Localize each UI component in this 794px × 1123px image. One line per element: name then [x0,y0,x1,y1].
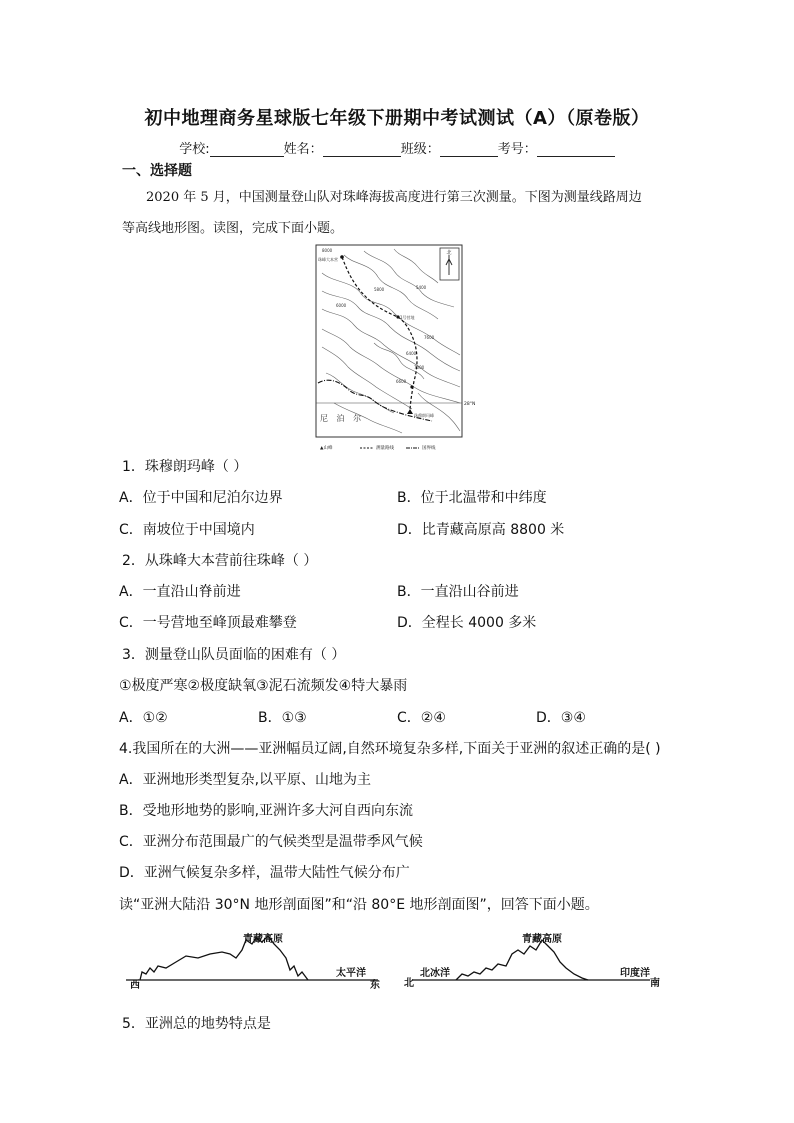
contour-map [314,243,476,455]
question-5: 5．亚洲总的地势特点是 [122,1016,271,1032]
question-3: 3．测量登山队员面临的困难有（ ） [122,647,346,663]
map-label-camp1: 1号营地 [400,315,415,320]
read-passage: 读“亚洲大陆沿 30°N 地形剖面图”和“沿 80°E 地形剖面图”，回答下面小题。 [119,897,599,913]
q1-option-b[interactable]: B．位于北温带和中纬度 [397,490,547,506]
profile-30n [126,928,388,992]
name-label: 姓名： [283,142,323,157]
map-label-5800: 5800 [374,287,385,292]
left-ocean-label: 太平洋 [336,968,366,979]
right-north-label: 北 [404,978,414,989]
q1-option-d[interactable]: D．比青藏高原高 8800 米 [397,522,565,538]
map-label-6400: 6400 [406,351,417,356]
name-blank[interactable] [323,142,401,157]
legend-route: 测量路线 [376,446,394,451]
passage-line-1: 2020 年 5 月，中国测量登山队对珠峰海拔高度进行第三次测量。下图为测量线路周边 [146,190,642,205]
map-label-6600: 6600 [396,379,407,384]
question-4: 4.我国所在的大洲——亚洲幅员辽阔,自然环境复杂多样,下面关于亚洲的叙述正确的是( ) [119,741,661,757]
profile-80e [402,928,664,992]
student-info-line [0,138,794,157]
right-south-label: 南 [650,978,660,989]
north-label: 北 [446,250,452,256]
right-ocean-n-label: 北冰洋 [420,968,450,979]
q2-option-c[interactable]: C．一号营地至峰顶最难攀登 [119,615,297,631]
map-label-5400: 5400 [416,285,427,290]
right-ocean-s-label: 印度洋 [620,968,650,979]
q2-option-b[interactable]: B．一直沿山谷前进 [397,584,519,600]
page-title: 初中地理商务星球版七年级下册期中考试测试（A）（原卷版） [144,108,650,129]
left-east-label: 东 [370,980,380,991]
q4-option-b[interactable]: B．受地形地势的影响,亚洲许多大河自西向东流 [119,803,414,819]
section-title: 一、选择题 [122,163,192,179]
map-label-basecamp: 珠峰大本营 [318,257,338,262]
passage-line-2: 等高线地形图。读图，完成下面小题。 [122,221,344,236]
q1-option-c[interactable]: C．南坡位于中国境内 [119,522,255,538]
school-label: 学校: [179,142,210,157]
exam-no-label: 考号： [497,142,537,157]
left-peak-label: 青藏高原 [243,934,283,945]
legend-peak: ▲山峰 [320,446,333,451]
class-label: 班级： [400,142,440,157]
q1-option-a[interactable]: A．位于中国和尼泊尔边界 [119,490,283,506]
map-label-7600: 7600 [424,335,435,340]
q3-option-b[interactable]: B．①③ [258,710,307,726]
question-1: 1．珠穆朗玛峰（ ） [122,459,248,475]
q3-statements: ①极度严寒②极度缺氧③泥石流频发④特大暴雨 [119,678,408,694]
q2-option-a[interactable]: A．一直沿山脊前进 [119,584,241,600]
exam-no-blank[interactable] [537,142,615,157]
q4-option-c[interactable]: C．亚洲分布范围最广的气候类型是温带季风气候 [119,834,423,850]
left-west-label: 西 [130,980,140,991]
question-2: 2．从珠峰大本营前往珠峰（ ） [122,553,318,569]
q3-option-a[interactable]: A．①② [119,710,168,726]
q3-option-c[interactable]: C．②④ [397,710,446,726]
q2-option-d[interactable]: D．全程长 4000 多米 [397,615,537,631]
q4-option-d[interactable]: D．亚洲气候复杂多样，温带大陆性气候分布广 [119,865,410,881]
q3-option-d[interactable]: D．③④ [536,710,586,726]
country-label: 尼 泊 尔 [320,414,365,423]
lat-label: 28°N [464,402,476,407]
map-label-8000: 8000 [322,248,333,253]
map-label-peak: 珠穆朗玛峰 [414,413,434,418]
legend-border: 国界线 [422,446,436,451]
map-label-6000: 6000 [336,303,347,308]
q4-option-a[interactable]: A．亚洲地形类型复杂,以平原、山地为主 [119,772,372,788]
right-peak-label: 青藏高原 [522,934,562,945]
school-blank[interactable] [210,142,284,157]
class-blank[interactable] [440,142,498,157]
map-label-7000: 7000 [414,365,425,370]
